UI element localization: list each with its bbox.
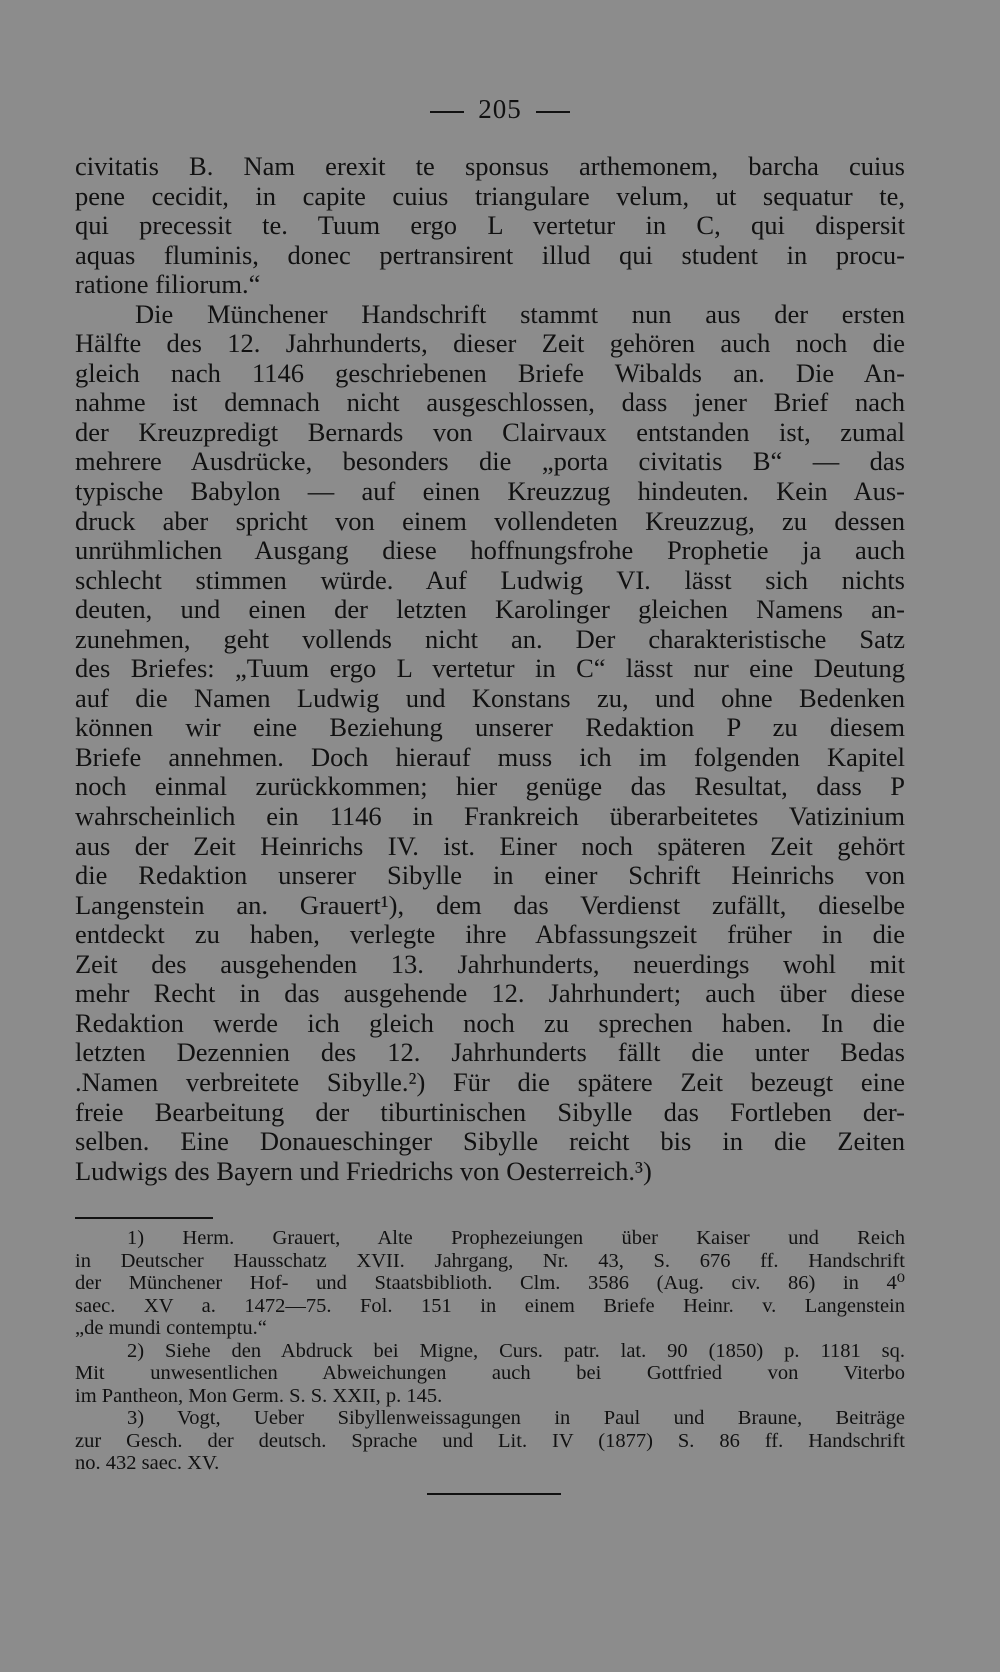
footnote-separator: [75, 1217, 213, 1219]
text-line: civitatis B. Nam erexit te sponsus arthemonem, barcha cuius: [75, 152, 905, 181]
text-line: Die Münchener Handschrift stammt nun aus der ersten: [135, 299, 905, 329]
main-text: [75, 152, 905, 1186]
text-line: Langenstein an. Grauert¹), dem das Verdienst zufällt, dieselbe: [75, 890, 905, 920]
footnote-line: 3) Vogt, Ueber Sibyllenweissagungen in Paul und Braune, Beiträge: [127, 1407, 905, 1429]
page-number: 205: [478, 94, 522, 124]
text-line: mehrere Ausdrücke, besonders die „porta civitatis B“ — das: [75, 447, 905, 477]
text-line: selben. Eine Donaueschinger Sibylle reicht bis in die Zeiten: [75, 1127, 905, 1157]
text-line: .Namen verbreitete Sibylle.²) Für die spätere Zeit bezeugt eine: [75, 1067, 905, 1097]
footnote-line: im Pantheon, Mon Germ. S. S. XXII, p. 145.: [75, 1384, 443, 1407]
text-line: pene cecidit, in capite cuius triangulare velum, ut sequatur te,: [75, 181, 905, 211]
text-line: Redaktion werde ich gleich noch zu sprechen haben. In die: [75, 1008, 905, 1038]
header-dash-left: [430, 111, 464, 113]
footnote-line: Mit unwesentlichen Abweichungen auch bei Gottfried von Viterbo: [75, 1362, 905, 1384]
text-line: letzten Dezennien des 12. Jahrhunderts fällt die unter Bedas: [75, 1038, 905, 1068]
text-line: gleich nach 1146 geschriebenen Briefe Wibalds an. Die An-: [75, 358, 905, 388]
footnote-line: no. 432 saec. XV.: [75, 1452, 220, 1474]
footnote-line: saec. XV a. 1472—75. Fol. 151 in einem Briefe Heinr. v. Langenstein: [75, 1294, 905, 1317]
text-line: der Kreuzpredigt Bernards von Clairvaux entstanden ist, zumal: [75, 417, 905, 447]
text-line: aquas fluminis, donec pertransirent illud qui student in procu-: [75, 240, 905, 270]
text-line: Hälfte des 12. Jahrhunderts, dieser Zeit gehören auch noch die: [75, 329, 905, 359]
footnote-line: zur Gesch. der deutsch. Sprache und Lit. IV (1877) S. 86 ff. Handschrift: [75, 1429, 905, 1452]
end-separator: [427, 1493, 561, 1495]
text-line: Zeit des ausgehenden 13. Jahrhunderts, neuerdings wohl mit: [75, 949, 905, 979]
footnote-line: 2) Siehe den Abdruck bei Migne, Curs. patr. lat. 90 (1850) p. 1181 sq.: [127, 1339, 905, 1362]
footnote-line: 1) Herm. Grauert, Alte Prophezeiungen über Kaiser und Reich: [127, 1227, 905, 1249]
text-line: aus der Zeit Heinrichs IV. ist. Einer noch späteren Zeit gehört: [75, 831, 905, 861]
text-line: zunehmen, geht vollends nicht an. Der charakteristische Satz: [75, 624, 905, 654]
footnotes: [75, 1227, 905, 1475]
text-line: typische Babylon — auf einen Kreuzzug hindeuten. Kein Aus-: [75, 477, 905, 507]
text-line: ratione filiorum.“: [75, 270, 261, 300]
text-line: druck aber spricht von einem vollendeten Kreuzzug, zu dessen: [75, 506, 905, 536]
text-line: die Redaktion unserer Sibylle in einer Schrift Heinrichs von: [75, 861, 905, 891]
text-line: freie Bearbeitung der tiburtinischen Sibylle das Fortleben der-: [75, 1097, 905, 1127]
footnote-line: in Deutscher Hausschatz XVII. Jahrgang, Nr. 43, S. 676 ff. Handschrift: [75, 1249, 905, 1272]
footnote-line: der Münchener Hof- und Staatsbiblioth. Clm. 3586 (Aug. civ. 86) in 4⁰: [75, 1272, 905, 1294]
header-dash-right: [536, 111, 570, 113]
text-line: schlecht stimmen würde. Auf Ludwig VI. lässt sich nichts: [75, 565, 905, 595]
text-line: wahrscheinlich ein 1146 in Frankreich überarbeitetes Vatizinium: [75, 802, 905, 832]
text-line: Briefe annehmen. Doch hierauf muss ich im folgenden Kapitel: [75, 742, 905, 772]
text-line: deuten, und einen der letzten Karolinger gleichen Namens an-: [75, 595, 905, 625]
text-line: auf die Namen Ludwig und Konstans zu, und ohne Bedenken: [75, 683, 905, 713]
page-header: [0, 94, 1000, 125]
text-line: unrühmlichen Ausgang diese hoffnungsfrohe Prophetie ja auch: [75, 536, 905, 566]
text-line: noch einmal zurückkommen; hier genüge das Resultat, dass P: [75, 772, 905, 802]
text-line: mehr Recht in das ausgehende 12. Jahrhundert; auch über diese: [75, 979, 905, 1009]
footnote-line: „de mundi contemptu.“: [75, 1317, 267, 1339]
text-line: Ludwigs des Bayern und Friedrichs von Oesterreich.³): [75, 1156, 652, 1186]
text-line: qui precessit te. Tuum ergo L vertetur in C, qui dispersit: [75, 211, 905, 241]
text-line: entdeckt zu haben, verlegte ihre Abfassungszeit früher in die: [75, 920, 905, 950]
text-line: können wir eine Beziehung unserer Redaktion P zu diesem: [75, 713, 905, 743]
text-line: des Briefes: „Tuum ergo L vertetur in C“ lässt nur eine Deutung: [75, 654, 905, 684]
text-line: nahme ist demnach nicht ausgeschlossen, dass jener Brief nach: [75, 388, 905, 418]
